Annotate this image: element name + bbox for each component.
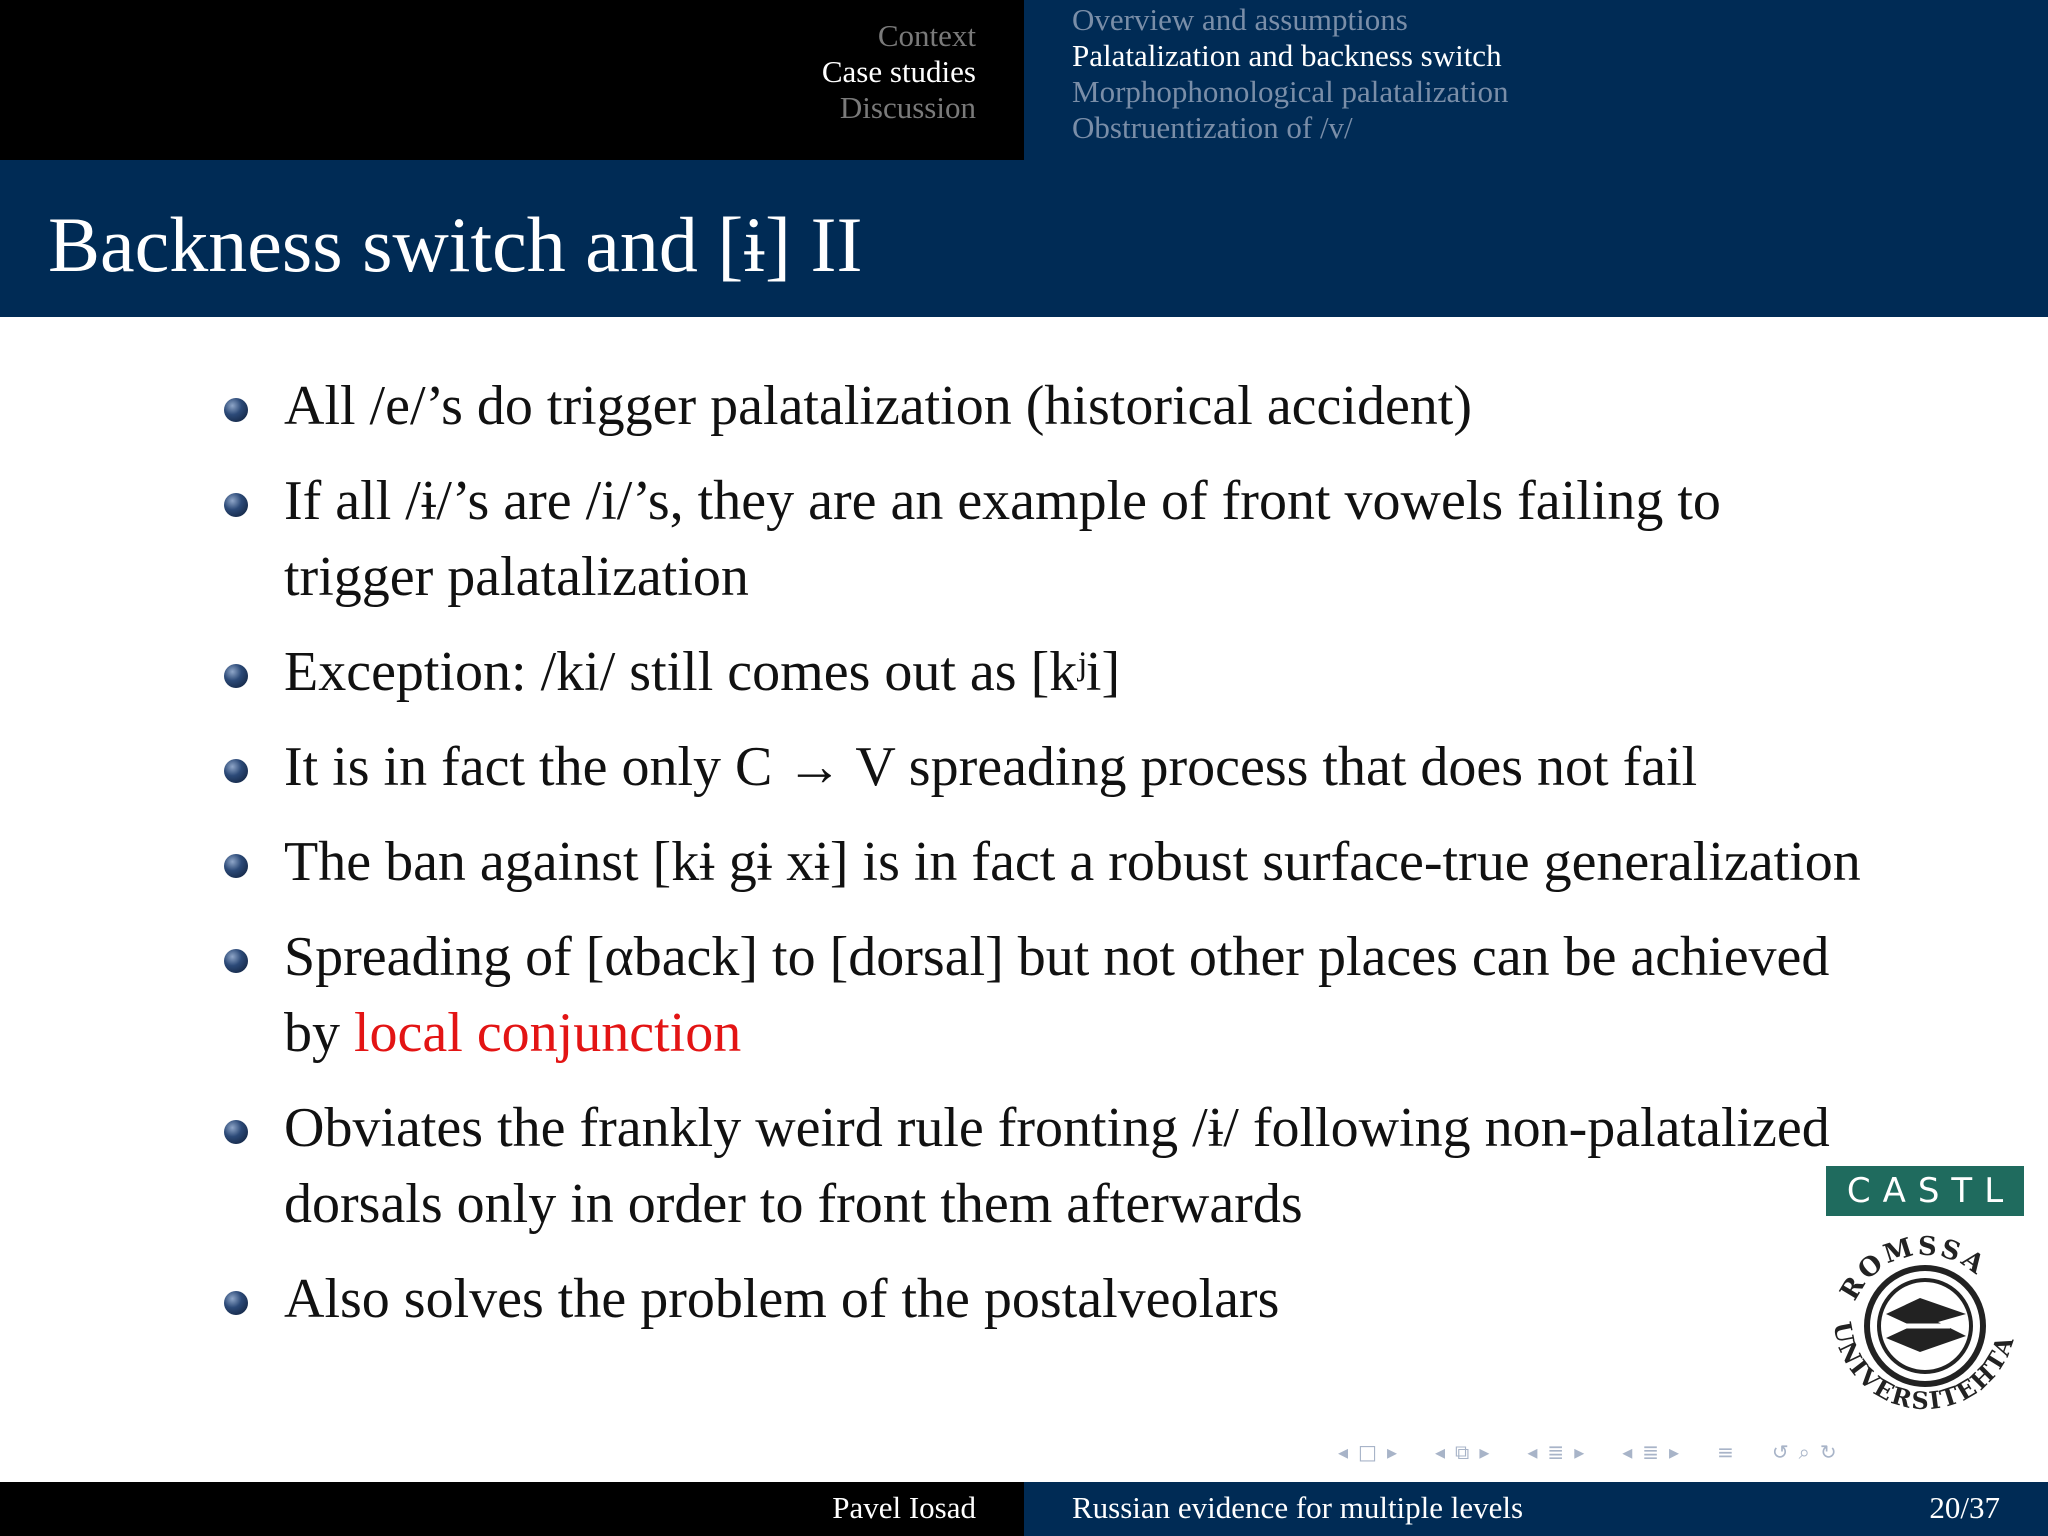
bullet-ball-icon [224,398,248,422]
arrow-right-icon[interactable]: ▸ [1574,1440,1585,1464]
outline-icon[interactable]: ≡ [1717,1440,1734,1464]
bullet-text: If all /ɨ/’s are /i/’s, they are an example of front vowels failing to trigger palatalization [284,470,1721,608]
beamer-nav-controls [1338,1437,1837,1467]
subsection-icon[interactable]: ≣ [1547,1440,1565,1464]
nav-subsection-palatalization[interactable]: Palatalization and backness switch [1072,38,1502,73]
frames-icon[interactable]: ⧉ [1455,1440,1470,1464]
footer-page-number: 20/37 [1929,1490,2000,1525]
bullet-text: Spreading of [αback] to [dorsal] but not other places can be achieved by [284,926,1830,1064]
section-nav-panel [0,0,1024,160]
nav-subsection-morphophonological[interactable]: Morphophonological palatalization [1072,74,1509,109]
bullet-ball-icon [224,1120,248,1144]
footer-title-panel [1024,1482,2048,1536]
bullet-text: The ban against [kɨ gɨ xɨ] is in fact a robust surface-true generalization [284,831,1861,893]
bullet-ball-icon [224,1291,248,1315]
bullet-list [224,368,1864,1356]
search-icon[interactable]: ⌕ [1798,1440,1810,1464]
bullet-text: Obviates the frankly weird rule fronting /ɨ/ following non-palatalized dorsals only in order to front them afterwards [284,1097,1830,1235]
arrow-right-icon[interactable]: ▸ [1386,1440,1397,1464]
footer-author: Pavel Iosad [832,1490,976,1525]
arrow-left-icon[interactable]: ◂ [1435,1440,1446,1464]
bullet-ball-icon [224,759,248,783]
bullet-item [224,368,1864,444]
bullet-item [224,729,1864,805]
bullet-item [224,1090,1864,1242]
highlighted-term: local conjunction [354,1002,742,1064]
subsection-list [1072,2,1508,146]
arrow-left-icon[interactable]: ◂ [1527,1440,1538,1464]
nav-section-context[interactable]: Context [877,18,976,53]
frame-icon[interactable]: □ [1358,1440,1377,1464]
section-list [34,18,1024,126]
bullet-ball-icon [224,664,248,688]
bullet-ball-icon [224,854,248,878]
footer-author-panel [0,1482,1024,1536]
slide-title: Backness switch and [ɨ] II [48,201,863,288]
seal-bottom-text: UNIVERSITEHTA [1827,1319,2021,1416]
bullet-text: Exception: /ki/ still comes out as [kʲi] [284,641,1121,703]
university-seal-logo [1820,1218,2030,1428]
title-bar [0,160,2048,317]
arrow-left-icon[interactable]: ◂ [1622,1440,1633,1464]
undo-icon[interactable]: ↺ [1771,1440,1789,1464]
bullet-item [224,463,1864,615]
arrow-right-icon[interactable]: ▸ [1669,1440,1680,1464]
bullet-ball-icon [224,949,248,973]
footer-short-title: Russian evidence for multiple levels [1072,1490,1524,1525]
redo-icon[interactable]: ↻ [1819,1440,1837,1464]
bullet-item [224,1261,1864,1337]
nav-subsection-overview[interactable]: Overview and assumptions [1072,2,1408,37]
arrow-right-icon[interactable]: ▸ [1479,1440,1490,1464]
bullet-text: It is in fact the only C → V spreading process that does not fail [284,736,1698,798]
bullet-ball-icon [224,493,248,517]
bullet-item [224,919,1864,1071]
castl-logo: CASTL [1826,1166,2024,1216]
section-icon[interactable]: ≣ [1642,1440,1660,1464]
nav-section-case-studies[interactable]: Case studies [821,54,976,89]
seal-top-text: ROMSSA [1834,1231,1993,1306]
bullet-text: All /e/’s do trigger palatalization (historical accident) [284,375,1473,437]
nav-section-discussion[interactable]: Discussion [839,90,976,125]
bullet-item [224,634,1864,710]
nav-subsection-obstruentization[interactable]: Obstruentization of /v/ [1072,110,1353,145]
subsection-nav-panel [1024,0,2048,160]
bullet-text: Also solves the problem of the postalveolars [284,1268,1280,1330]
bullet-item [224,824,1864,900]
arrow-left-icon[interactable]: ◂ [1338,1440,1349,1464]
